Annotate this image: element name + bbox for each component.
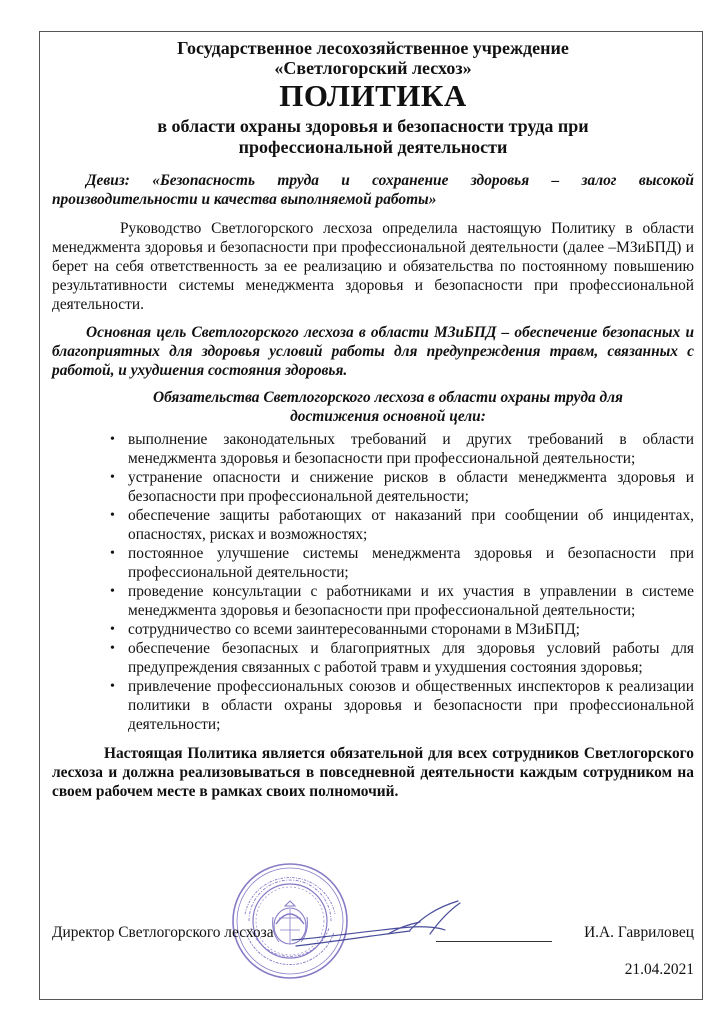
bullet-icon: • <box>110 546 115 561</box>
list-item <box>52 582 694 620</box>
list-item-text: постоянное улучшение системы менеджмента здоровья и безопасности при профессиональной деятельности; <box>128 545 694 581</box>
bullet-icon: • <box>110 679 115 694</box>
signature-line <box>436 941 552 942</box>
document-body <box>52 38 694 801</box>
obligations-title: Обязательства Светлогорского лесхоза в области охраны труда для достижения основной цели: <box>153 389 623 425</box>
intro-paragraph: Руководство Светлогорского лесхоза определила настоящую Политику в области менеджмента здоровья и безопасности при профессиональной деятельности (далее –МЗиБПД) и берет на себя ответственность за ее реализацию и обязательства по постоянному повышению результативности системы менеджмента здоровья и безопасности при профессиональной деятельности. <box>52 220 694 313</box>
signer-role: Директор Светлогорского лесхоза <box>52 924 274 941</box>
closing-statement: Настоящая Политика является обязательной для всех сотрудников Светлогорского лесхоза и должна реализовываться в повседневной деятельности каждым сотрудником на своем рабочем месте в рамках своих полномочий. <box>52 745 694 800</box>
bullet-icon: • <box>110 470 115 485</box>
signature-block <box>52 924 694 946</box>
main-goal: Основная цель Светлогорского лесхоза в области МЗиБПД – обеспечение безопасных и благоприятных для здоровья условий работы для предупреждения травм, связанных с работой, и ухудшения состояния здоровья. <box>52 324 694 379</box>
page-title: ПОЛИТИКА <box>279 78 467 113</box>
bullet-icon: • <box>110 432 115 447</box>
signer-name: И.А. Гавриловец <box>584 924 694 941</box>
bullet-icon: • <box>110 641 115 656</box>
list-item <box>52 430 694 468</box>
list-item-text: привлечение профессиональных союзов и общественных инспекторов к реализации политики в области охраны здоровья и безопасности при профессиональной деятельности; <box>128 678 694 733</box>
obligations-list <box>52 430 694 734</box>
list-item <box>52 639 694 677</box>
subtitle-line-1: в области охраны здоровья и безопасности труда при <box>157 116 589 136</box>
bullet-icon: • <box>110 622 115 637</box>
bullet-icon: • <box>110 508 115 523</box>
subtitle-line-2: профессиональной деятельности <box>238 137 508 157</box>
list-item-text: выполнение законодательных требований и других требований в области менеджмента здоровья и безопасности при профессиональной деятельности; <box>128 431 694 467</box>
org-line-2: «Светлогорский лесхоз» <box>274 58 472 78</box>
list-item-text: обеспечение безопасных и благоприятных для здоровья условий работы для предупреждения связанных с работой травм и ухудшения состояния здоровья; <box>128 640 694 676</box>
list-item <box>52 677 694 734</box>
list-item-text: проведение консультации с работниками и их участия в управлении в системе менеджмента здоровья и безопасности при профессиональной деятельности; <box>128 583 694 619</box>
list-item <box>52 620 694 639</box>
list-item <box>52 506 694 544</box>
list-item <box>52 544 694 582</box>
list-item-text: сотрудничество со всеми заинтересованными сторонами в МЗиБПД; <box>128 621 580 638</box>
motto: Девиз: «Безопасность труда и сохранение здоровья – залог высокой производительности и качества выполняемой работы» <box>52 172 694 208</box>
bullet-icon: • <box>110 584 115 599</box>
list-item <box>52 468 694 506</box>
list-item-text: устранение опасности и снижение рисков в области менеджмента здоровья и безопасности при профессиональной деятельности; <box>128 469 694 505</box>
document-date: 21.04.2021 <box>624 961 694 978</box>
org-line-1: Государственное лесохозяйственное учреждение <box>177 38 569 58</box>
subtitle <box>52 116 694 158</box>
list-item-text: обеспечение защиты работающих от наказаний при сообщении об инцидентах, опасностях, рисках и возможностях; <box>128 507 694 543</box>
